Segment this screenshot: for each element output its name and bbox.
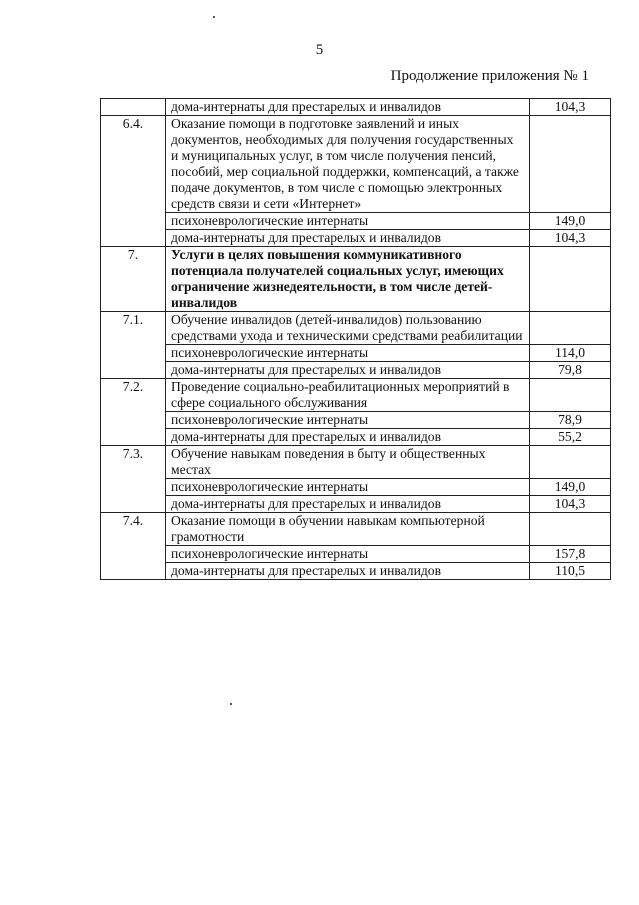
section-title-cell: Проведение социально-реабилитационных мероприятий в сфере социального обслуживания — [166, 379, 530, 412]
section-title-cell: Оказание помощи в подготовке заявлений и иных документов, необходимых для получения государственных и муниципальных услуг, в том числе получения пенсий, пособий, мер социальной поддержки, компенсаций, а также подаче документов, в том числе с помощью электронных средств связи и сети «Интернет» — [166, 116, 530, 213]
service-name-cell: дома-интернаты для престарелых и инвалидов — [166, 429, 530, 446]
table-row — [101, 230, 611, 247]
section-number-cell: 7. — [101, 247, 166, 312]
service-name-cell: психоневрологические интернаты — [166, 546, 530, 563]
section-number-cell: 7.2. — [101, 379, 166, 446]
table-row — [101, 563, 611, 580]
tariff-value-cell — [530, 379, 611, 412]
table-row — [101, 479, 611, 496]
service-name-cell: дома-интернаты для престарелых и инвалидов — [166, 362, 530, 379]
table-row — [101, 429, 611, 446]
tariff-value-cell: 104,3 — [530, 99, 611, 116]
service-name-cell: психоневрологические интернаты — [166, 479, 530, 496]
service-name-cell: дома-интернаты для престарелых и инвалидов — [166, 99, 530, 116]
section-number-cell: 6.4. — [101, 116, 166, 247]
table-row — [101, 99, 611, 116]
service-name-cell: психоневрологические интернаты — [166, 345, 530, 362]
service-name-cell: дома-интернаты для престарелых и инвалидов — [166, 230, 530, 247]
tariff-value-cell: 55,2 — [530, 429, 611, 446]
section-title-cell: Обучение навыкам поведения в быту и общественных местах — [166, 446, 530, 479]
tariff-value-cell: 149,0 — [530, 213, 611, 230]
tariff-value-cell — [530, 116, 611, 213]
scan-speck — [213, 16, 215, 18]
table-row — [101, 546, 611, 563]
tariff-value-cell — [530, 312, 611, 345]
tariff-value-cell: 149,0 — [530, 479, 611, 496]
section-title-cell: Услуги в целях повышения коммуникативного потенциала получателей социальных услуг, имеющих ограничение жизнедеятельности, в том числе детей-инвалидов — [166, 247, 530, 312]
section-row — [101, 513, 611, 546]
tariff-value-cell: 110,5 — [530, 563, 611, 580]
section-row — [101, 379, 611, 412]
tariff-value-cell: 114,0 — [530, 345, 611, 362]
tariff-value-cell — [530, 247, 611, 312]
tariff-value-cell: 104,3 — [530, 496, 611, 513]
section-row — [101, 446, 611, 479]
section-row — [101, 312, 611, 345]
table-row — [101, 496, 611, 513]
appendix-continuation-note: Продолжение приложения № 1 — [390, 68, 589, 84]
tariff-table — [100, 98, 611, 580]
service-name-cell: психоневрологические интернаты — [166, 213, 530, 230]
section-title-cell: Обучение инвалидов (детей-инвалидов) пользованию средствами ухода и техническими средствами реабилитации — [166, 312, 530, 345]
tariff-value-cell: 78,9 — [530, 412, 611, 429]
section-number-cell: 7.3. — [101, 446, 166, 513]
section-row — [101, 247, 611, 312]
table-row — [101, 412, 611, 429]
tariff-value-cell: 157,8 — [530, 546, 611, 563]
tariff-table-body — [101, 99, 611, 580]
section-title-cell: Оказание помощи в обучении навыкам компьютерной грамотности — [166, 513, 530, 546]
table-row — [101, 362, 611, 379]
scan-speck — [230, 703, 232, 705]
section-number-cell: 7.4. — [101, 513, 166, 580]
service-name-cell: психоневрологические интернаты — [166, 412, 530, 429]
section-row — [101, 116, 611, 213]
tariff-value-cell — [530, 513, 611, 546]
page-number: 5 — [315, 42, 324, 58]
tariff-value-cell — [530, 446, 611, 479]
service-name-cell: дома-интернаты для престарелых и инвалидов — [166, 496, 530, 513]
row-number-cell — [101, 99, 166, 116]
tariff-value-cell: 79,8 — [530, 362, 611, 379]
service-name-cell: дома-интернаты для престарелых и инвалидов — [166, 563, 530, 580]
tariff-value-cell: 104,3 — [530, 230, 611, 247]
table-row — [101, 213, 611, 230]
table-row — [101, 345, 611, 362]
section-number-cell: 7.1. — [101, 312, 166, 379]
